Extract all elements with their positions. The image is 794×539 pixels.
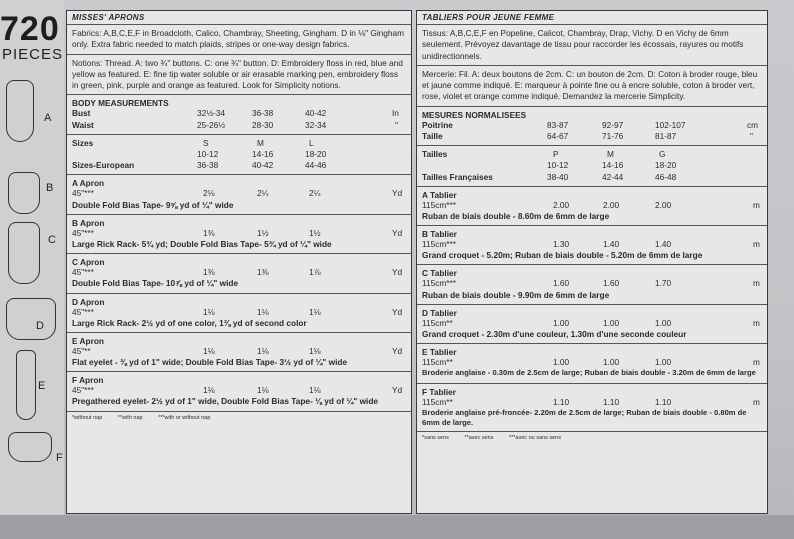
tablier-e-width: 115cm** [422,357,453,368]
footnotes-fr [417,432,767,444]
apron-a-m: 2¼ [257,188,269,199]
tablier-f-title: F Tablier [422,386,456,397]
waist-m: 28-30 [252,119,274,130]
taille-unit: " [750,130,753,141]
size-l-number: 18-20 [305,149,327,160]
tablier-b-row [417,239,767,250]
french-metrage-panel [416,10,768,514]
apron-d-row [67,307,411,318]
taille-p-number: 10-12 [547,160,569,171]
apron-c-note: Double Fold Bias Tape- 10⅞ yd of ¼" wide [72,278,239,289]
apron-f-row [67,385,411,396]
apron-d-s: 1⅛ [203,306,215,317]
apron-e-m: 1⅛ [257,345,269,356]
taille-s: 64-67 [547,130,569,141]
tablier-b-unit: m [753,239,760,250]
panel-header-fr: TABLIERS POUR JEUNE FEMME [417,11,767,25]
apron-b-s: 1⅜ [203,227,215,238]
apron-b-title: B Apron [72,217,105,228]
apron-f-unit: Yd [392,385,403,396]
tablier-c-s: 1.60 [553,278,570,289]
tablier-d-width: 115cm** [422,317,453,328]
tablier-c-unit: m [753,278,760,289]
tablier-e-m: 1.00 [603,357,620,368]
waist-label: Waist [72,119,94,130]
tablier-a-width: 115cm*** [422,199,456,210]
apron-c-unit: Yd [392,267,403,278]
tablier-e-block [417,344,767,383]
tablier-f-s: 1.10 [553,396,570,407]
bust-l: 40-42 [305,108,327,119]
tablier-b-s: 1.30 [553,239,570,250]
sizes-row [67,138,411,149]
body-measurements [67,95,411,134]
apron-b-width: 45"*** [72,227,94,238]
view-c-drawing [8,222,40,284]
size-eu-l: 44-46 [305,160,327,171]
apron-b-note: Large Rick Rack- 5¾ yd; Double Fold Bias Tape- 5¾ yd of ¼" wide [72,238,332,249]
apron-b-row [67,228,411,239]
tissus-text: Tissus: A,B,C,E,F en Popeline, Calicot, Chambray, Drap, Vichy. D en Vichy de 6mm seulement. Prévoyez davantage de tissu pour raccorder les écossais, rayures ou motifs unidirectionnels. [417,25,767,66]
tablier-f-l: 1.10 [655,396,672,407]
view-a-label: A [44,112,52,124]
apron-f-block [67,372,411,411]
apron-b-l: 1½ [309,227,321,238]
taille-fr-g: 46-48 [655,171,677,182]
poitrine-m: 92-97 [602,119,624,130]
poitrine-s: 83-87 [547,119,569,130]
waist-s: 25-26½ [197,119,226,130]
taille-g-number: 18-20 [655,160,677,171]
view-strip [0,0,64,515]
pattern-number: 720 [0,10,60,48]
apron-f-note: Pregathered eyelet- 2½ yd of 1" wide, Double Fold Bias Tape- ⅛ yd of ¼" wide [72,396,379,407]
apron-f-title: F Apron [72,375,104,386]
apron-d-title: D Apron [72,296,105,307]
tablier-f-m: 1.10 [603,396,620,407]
tablier-d-s: 1.00 [553,317,570,328]
sizes-block [67,135,411,176]
apron-c-note-row [67,278,411,289]
apron-f-l: 1⅛ [309,385,321,396]
size-s: S [203,137,209,148]
apron-d-unit: Yd [392,306,403,317]
tailles-francaises-label: Tailles Françaises [422,171,493,182]
apron-b-m: 1½ [257,227,269,238]
waist-row [67,120,411,131]
tablier-c-m: 1.60 [603,278,620,289]
footnote-3: ***with or without nap [158,414,211,421]
tablier-e-note: Broderie anglaise - 0.30m de 2.5cm de large; Ruban de biais double - 3.20m de 6mm de large [422,368,756,378]
sizes-european-label: Sizes-European [72,160,135,171]
view-d-drawing [6,298,56,340]
apron-d-m: 1⅛ [257,306,269,317]
fabrics-text: Fabrics: A,B,C,E,F in Broadcloth, Calico, Chambray, Sheeting, Gingham. D in ⅛" Gingham only. Extra fabric needed to match plaids, stripes or one-way design fabrics. [67,25,411,55]
taille-label: Taille [422,130,443,141]
tablier-a-block [417,187,767,226]
apron-a-block [67,175,411,214]
taille-row [417,131,767,142]
apron-c-m: 1⅜ [257,267,269,278]
tailles-number-row [417,160,767,171]
apron-e-block [67,333,411,372]
tailles-block [417,146,767,187]
bust-label: Bust [72,108,91,119]
footnote-1: *without nap [72,414,103,421]
bust-m: 36-38 [252,108,274,119]
tablier-b-l: 1.40 [655,239,672,250]
bust-row [67,108,411,119]
apron-d-block [67,294,411,333]
apron-e-s: 1⅛ [203,345,215,356]
body-measurements-title: BODY MEASUREMENTS [72,98,169,109]
view-f-label: F [56,452,63,464]
apron-d-width: 45"*** [72,306,94,317]
tablier-a-s: 2.00 [553,199,570,210]
apron-e-title: E Apron [72,335,104,346]
tablier-b-note: Grand croquet - 5.20m; Ruban de biais double - 5.20m de 6mm de large [422,250,703,261]
apron-c-width: 45"*** [72,267,94,278]
footnote-2: **with nap [117,414,143,421]
apron-e-unit: Yd [392,345,403,356]
apron-c-row [67,267,411,278]
poitrine-label: Poitrine [422,119,453,130]
tablier-e-l: 1.00 [655,357,672,368]
apron-a-unit: Yd [392,188,403,199]
poitrine-unit: cm [747,119,759,130]
apron-a-note-row [67,200,411,211]
tablier-a-note-row [417,211,767,222]
tablier-b-block [417,226,767,265]
tablier-b-title: B Tablier [422,229,457,240]
apron-b-unit: Yd [392,227,403,238]
tablier-f-width: 115cm** [422,396,453,407]
poitrine-row [417,120,767,131]
apron-a-row [67,188,411,199]
apron-c-block [67,254,411,293]
tailles-francaises-row [417,172,767,183]
tablier-a-row [417,200,767,211]
view-b-label: B [46,182,54,194]
apron-a-width: 45"*** [72,188,94,199]
tablier-c-width: 115cm*** [422,278,456,289]
size-eu-s: 36-38 [197,160,219,171]
tablier-d-l: 1.00 [655,317,672,328]
sizes-label: Sizes [72,137,94,148]
footnote-fr-1: *sans sens [422,434,449,441]
apron-e-width: 45"** [72,345,91,356]
apron-a-s: 2⅛ [203,188,215,199]
apron-e-row [67,346,411,357]
apron-a-title: A Apron [72,178,105,189]
tablier-d-note-row [417,329,767,340]
tablier-d-m: 1.00 [603,317,620,328]
apron-c-title: C Apron [72,257,105,268]
view-e-drawing [16,350,36,420]
tablier-d-unit: m [753,317,760,328]
size-m-number: 14-16 [252,149,274,160]
tablier-c-note-row [417,290,767,301]
size-m: M [257,137,264,148]
mesures-normalisees [417,107,767,146]
tablier-f-row [417,397,767,408]
taille-g: G [659,149,666,160]
tablier-d-block [417,305,767,344]
footnote-fr-2: **avec sens [464,434,494,441]
tablier-a-title: A Tablier [422,189,457,200]
taille-m-number: 14-16 [602,160,624,171]
tablier-b-note-row [417,250,767,261]
tablier-f-block [417,384,767,432]
panel-header: MISSES' APRONS [67,11,411,25]
bust-s: 32½-34 [197,108,226,119]
apron-e-note: Flat eyelet - ⅜ yd of 1" wide; Double Fold Bias Tape- 3½ yd of ¼" wide [72,357,348,368]
apron-e-note-row [67,357,411,368]
taille-l: 81-87 [655,130,677,141]
apron-f-note-row [67,396,411,407]
apron-f-s: 1⅛ [203,385,215,396]
taille-m: 71-76 [602,130,624,141]
mesures-title: MESURES NORMALISEES [422,109,527,120]
bust-unit: In [392,108,399,119]
view-e-label: E [38,380,46,392]
taille-fr-m: 42-44 [602,171,624,182]
tablier-c-block [417,265,767,304]
apron-c-s: 1⅜ [203,267,215,278]
mercerie-text: Mercerie: Fil. A: deux boutons de 2cm. C: un bouton de 2cm. D: Coton à broder rouge, bleu et jaune comme indiqué. E: marqueur à pointe fine ou à encre soluble, coton à broder vert, rose, violet et orange comme indiqué. Demandez la mercerie Simplicity. [417,66,767,107]
taille-fr-p: 38-40 [547,171,569,182]
apron-a-l: 2¼ [309,188,321,199]
view-c-label: C [48,234,56,246]
tailles-label: Tailles [422,149,448,160]
view-b-drawing [8,172,40,214]
apron-d-note-row [67,318,411,329]
tablier-a-unit: m [753,199,760,210]
tablier-f-unit: m [753,396,760,407]
waist-unit: " [395,119,398,130]
tablier-c-note: Ruban de biais double - 9.90m de 6mm de large [422,289,610,300]
taille-p: P [553,149,559,160]
sizes-european-row [67,160,411,171]
size-s-number: 10-12 [197,149,219,160]
apron-c-l: 1⅞ [309,267,321,278]
footnote-fr-3: ***avec ou sans sens [509,434,561,441]
view-a-drawing [6,80,34,142]
size-l: L [309,137,314,148]
tablier-d-row [417,318,767,329]
notions-text: Notions: Thread. A: two ¾" buttons. C: one ¾" button. D: Embroidery floss in red, blue and yellow as featured. E: fine tip water soluble or air erasable marking pen, embroidery floss in green, pink, purple and orange as featured. Look for Simplicity notions. [67,55,411,96]
tablier-c-row [417,278,767,289]
apron-e-l: 1⅛ [309,345,321,356]
tablier-e-s: 1.00 [553,357,570,368]
apron-d-note: Large Rick Rack- 2½ yd of one color, 1⅜ yd of second color [72,317,307,328]
tablier-b-width: 115cm*** [422,239,456,250]
tablier-d-title: D Tablier [422,307,457,318]
taille-m-letter: M [607,149,614,160]
tablier-a-note: Ruban de biais double - 8.60m de 6mm de large [422,210,610,221]
tablier-c-l: 1.70 [655,278,672,289]
apron-f-width: 45"*** [72,385,94,396]
poitrine-l: 102-107 [655,119,686,130]
tablier-a-l: 2.00 [655,199,672,210]
tablier-e-note-row [417,368,767,379]
view-d-label: D [36,320,44,332]
tablier-b-m: 1.40 [603,239,620,250]
size-eu-m: 40-42 [252,160,274,171]
pieces-label: PIECES [2,46,64,63]
tablier-e-title: E Tablier [422,347,457,358]
tailles-row [417,149,767,160]
apron-d-l: 1⅛ [309,306,321,317]
waist-l: 32-34 [305,119,327,130]
apron-b-block [67,215,411,254]
sizes-number-row [67,149,411,160]
view-f-drawing [8,432,52,462]
footnotes [67,412,411,424]
apron-b-note-row [67,239,411,250]
tablier-c-title: C Tablier [422,268,457,279]
apron-a-note: Double Fold Bias Tape- 9⅝ yd of ¼" wide [72,199,234,210]
tablier-e-unit: m [753,357,760,368]
tablier-f-note: Broderie anglaise pré-froncée- 2.20m de 2.5cm de large; Ruban de biais double - 0.80m de 6mm de large. [422,407,747,427]
tablier-e-row [417,357,767,368]
english-yardage-panel [66,10,412,514]
table-surface [0,515,794,539]
tablier-a-m: 2.00 [603,199,620,210]
tablier-d-note: Grand croquet - 2.30m d'une couleur, 1.30m d'une seconde couleur [422,329,687,340]
apron-f-m: 1⅛ [257,385,269,396]
